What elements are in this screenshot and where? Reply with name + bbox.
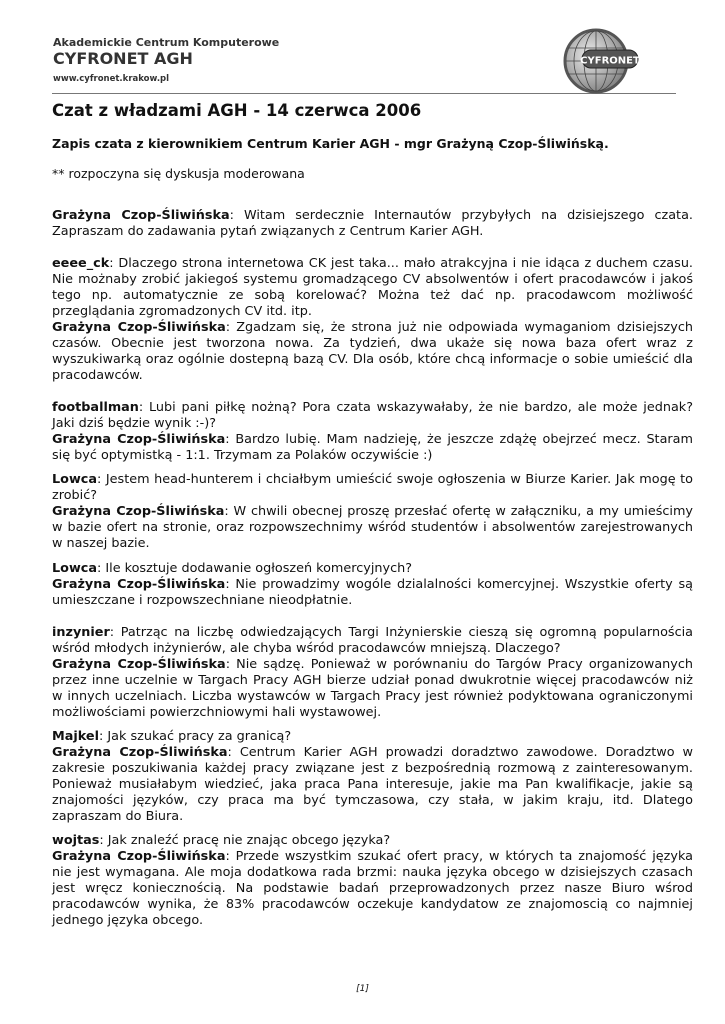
chat-message	[52, 729, 693, 745]
chat-message	[52, 625, 693, 657]
message-author: inzynier	[52, 625, 110, 640]
message-text: : Ile kosztuje dodawanie ogłoszeń komercyjnych?	[97, 561, 413, 576]
chat-message	[52, 320, 693, 384]
cyfronet-logo	[560, 26, 640, 96]
page-subtitle: Zapis czata z kierownikiem Centrum Karier AGH - mgr Grażyną Czop-Śliwińską.	[52, 136, 609, 151]
message-author: Grażyna Czop-Śliwińska	[52, 577, 226, 592]
message-text: : Witam serdecznie Internautów przybyłych na dzisiejszego czata. Zapraszam do zadawania pytań związanych z Centrum Karier AGH.	[52, 208, 693, 239]
chat-exchange	[52, 561, 693, 609]
message-text: : Jak szukać pracy za granicą?	[99, 729, 292, 744]
chat-exchange	[52, 729, 693, 825]
chat-message	[52, 849, 693, 929]
message-text: : Jak znaleźć pracę nie znając obcego języka?	[99, 833, 391, 848]
message-text: : Centrum Karier AGH prowadzi doradztwo zawodowe. Doradztwo w zakresie poszukiwania każdej pracy związane jest z bezpośrednią rozmową z zainteresowanym. Ponieważ musiałabym wiedzieć, jaka praca Pana interesuje, jakie ma Pan kwalifikacje, jakie są znajomości języków, czy praca ma być tymczasowa, czy stała, w jakim kraju, itd. Dlatego zapraszam do Biura.	[52, 745, 693, 824]
logo-text: CYFRONET	[580, 55, 640, 67]
message-text: : Przede wszystkim szukać ofert pracy, w których ta znajomość języka nie jest wymagana. Ale moja dodatkowa rada brzmi: nauka języka obcego w dzisiejszych czasach jest wręcz koniecznością. Na podstawie badań przeprowadzonych przez nasze Biuro wśrod pracodawców wynika, że 83% pracodawców oczekuje kandydatow ze znajomoscią co najmniej jednego języka obcego.	[52, 849, 693, 928]
chat-exchange	[52, 400, 693, 464]
page-number: [1]	[356, 984, 369, 994]
message-text: : Lubi pani piłkę nożną? Pora czata wskazywałaby, że nie bardzo, ale może jednak? Jaki dziś będzie wynik :-)?	[52, 400, 693, 431]
chat-message	[52, 577, 693, 609]
header-name: CYFRONET AGH	[53, 49, 193, 68]
message-author: Grażyna Czop-Śliwińska	[52, 745, 228, 760]
message-author: Lowca	[52, 561, 97, 576]
chat-exchange	[52, 833, 693, 929]
moderation-note: ** rozpoczyna się dyskusja moderowana	[52, 166, 305, 181]
message-text: : Patrząc na liczbę odwiedzających Targi Inżynierskie cieszą się ogromną popularnościa wśród młodych inżynierów, ale chyba wśród pracodawców mniejszą. Dlaczego?	[52, 625, 693, 656]
chat-message	[52, 504, 693, 552]
message-text: : Dlaczego strona internetowa CK jest taka... mało atrakcyjna i nie idąca z duchem czasu. Nie możnaby zrobić jakiegoś systemu gromadzącego CV absolwentów i ofert pracodawców i jakoś tego np. automatycznie ze sobą korelować? Można też dać np. pracodawcom możliwość przeglądania zgromadzonych CV itd. itp.	[52, 256, 693, 319]
message-author: Grażyna Czop-Śliwińska	[52, 504, 225, 519]
message-author: footballman	[52, 400, 139, 415]
message-author: eeee_ck	[52, 256, 110, 271]
chat-exchange	[52, 625, 693, 721]
chat-message	[52, 208, 693, 240]
page-title: Czat z władzami AGH - 14 czerwca 2006	[52, 101, 422, 120]
message-author: Grażyna Czop-Śliwińska	[52, 849, 226, 864]
header-organization: Akademickie Centrum Komputerowe	[53, 36, 280, 49]
chat-message	[52, 256, 693, 320]
message-text: : Jestem head-hunterem i chciałbym umieścić swoje ogłoszenia w Biurze Karier. Jak mogę to zrobić?	[52, 472, 693, 503]
chat-exchange	[52, 256, 693, 384]
message-text: : Nie prowadzimy wogóle dzialalności komercyjnej. Wszystkie oferty są umieszczane i rozpowszechniane nieodpłatnie.	[52, 577, 693, 608]
message-text: : Nie sądzę. Ponieważ w porównaniu do Targów Pracy organizowanych przez inne uczelnie w Targach Pracy AGH bierze udział ponad dwukrotnie więcej pracodawców niż w innych uczelniach. Liczba wystawców w Targach Pracy jest również podyktowana ograniczonymi możliwościami powierzchniowymi hali wystawowej.	[52, 657, 693, 720]
message-author: Grażyna Czop-Śliwińska	[52, 432, 226, 447]
chat-message	[52, 745, 693, 825]
message-author: Lowca	[52, 472, 97, 487]
message-author: Majkel	[52, 729, 99, 744]
message-text: : W chwili obecnej proszę przesłać ofertę w załączniku, a my umieścimy w bazie ofert na stronie, oraz rozpowszechnimy wśród studentów i absolwentów zarejestrowanych w naszej bazie.	[52, 504, 693, 551]
message-author: Grażyna Czop-Śliwińska	[52, 320, 226, 335]
message-author: Grażyna Czop-Śliwińska	[52, 657, 226, 672]
message-text: : Bardzo lubię. Mam nadzieję, że jeszcze zdążę obejrzeć mecz. Staram się być optymistką - 1:1. Trzymam za Polaków oczywiście :)	[52, 432, 693, 463]
chat-exchange	[52, 472, 693, 552]
chat-message	[52, 561, 693, 577]
header-url: www.cyfronet.krakow.pl	[53, 74, 170, 84]
message-author: wojtas	[52, 833, 100, 848]
chat-message	[52, 657, 693, 721]
message-author: Grażyna Czop-Śliwińska	[52, 208, 230, 223]
message-text: : Zgadzam się, że strona już nie odpowiada wymaganiom dzisiejszych czasów. Obecnie jest tworzona nowa. Za tydzień, dwa ukaże się nowa baza ofert wraz z wyszukiwarką oraz ogólnie dostepną bazą CV. Dla osób, które chcą informacje o sobie umieścić dla pracodawców.	[52, 320, 693, 383]
chat-exchange	[52, 208, 693, 240]
chat-message	[52, 400, 693, 432]
chat-message	[52, 432, 693, 464]
chat-message	[52, 472, 693, 504]
chat-message	[52, 833, 693, 849]
